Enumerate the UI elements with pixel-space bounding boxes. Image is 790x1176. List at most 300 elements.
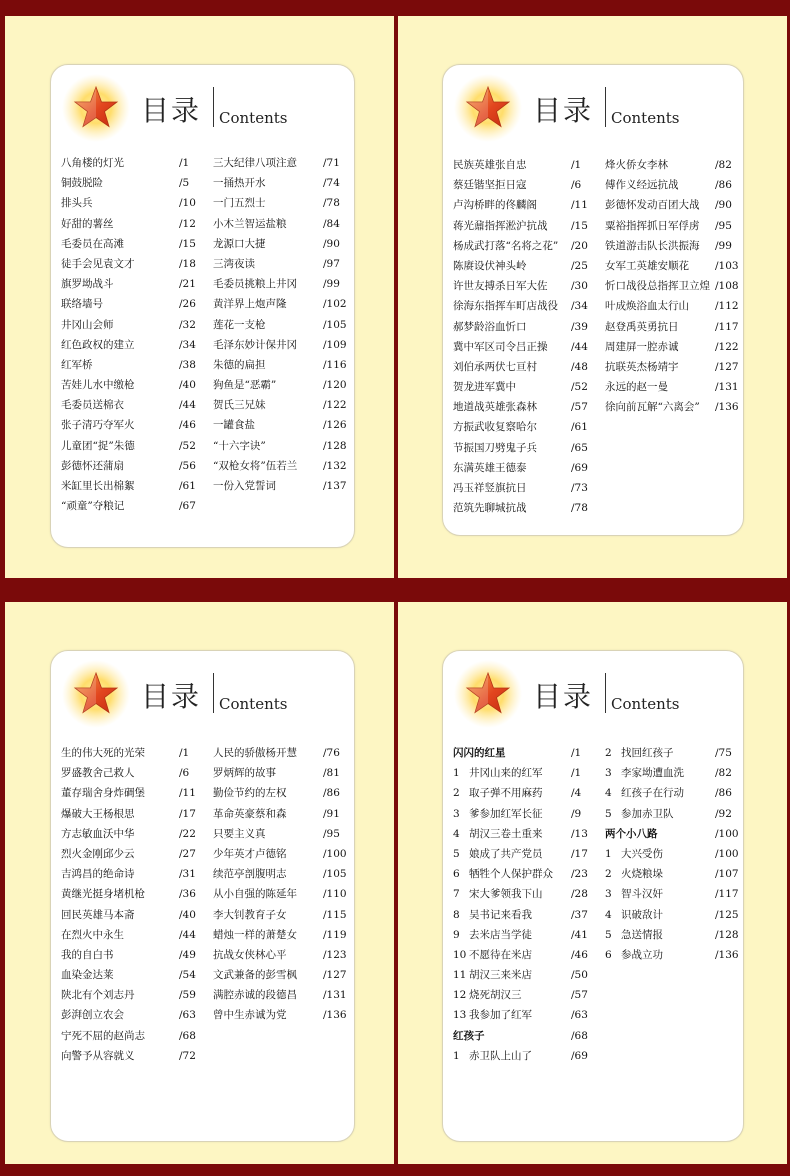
toc-page-number: /71 bbox=[323, 157, 340, 169]
toc-entry-text: 赤卫队上山了 bbox=[469, 1049, 532, 1062]
toc-entry-title: 好甜的薯丝 bbox=[61, 217, 114, 230]
toc-entry[interactable] bbox=[213, 415, 363, 435]
toc-page-number: /112 bbox=[715, 300, 739, 313]
toc-page-number: /18 bbox=[179, 257, 196, 270]
toc-entry[interactable] bbox=[213, 864, 363, 884]
toc-page-number: /132 bbox=[323, 459, 347, 472]
red-star-icon bbox=[61, 659, 131, 729]
toc-page-number: /84 bbox=[323, 217, 340, 230]
toc-entry-title bbox=[605, 844, 663, 864]
toc-page-number: /119 bbox=[323, 928, 347, 941]
toc-page-number: /34 bbox=[179, 338, 196, 351]
toc-entry[interactable] bbox=[61, 335, 211, 355]
toc-page-number: /37 bbox=[571, 908, 588, 921]
toc-entry[interactable] bbox=[605, 864, 755, 884]
toc-entry-title: 文武兼备的彭雪枫 bbox=[213, 969, 297, 982]
toc-column-right bbox=[213, 153, 363, 496]
toc-page-number: /69 bbox=[571, 1049, 588, 1062]
toc-entry[interactable] bbox=[61, 965, 211, 985]
toc-entry-title: 小木兰智运盐粮 bbox=[213, 217, 287, 230]
toc-entry[interactable] bbox=[453, 478, 603, 498]
toc-entry[interactable] bbox=[61, 214, 211, 234]
toc-entry-title: 红色政权的建立 bbox=[61, 338, 135, 351]
toc-entry-title: 八角楼的灯光 bbox=[61, 157, 124, 169]
toc-entry[interactable] bbox=[61, 315, 211, 335]
toc-entry[interactable] bbox=[605, 804, 755, 824]
toc-entry[interactable] bbox=[213, 193, 363, 213]
toc-entry-title: 满腔赤诚的段德昌 bbox=[213, 989, 297, 1002]
toc-entry-title: 龙源口大捷 bbox=[213, 237, 266, 250]
toc-entry[interactable] bbox=[213, 294, 363, 314]
toc-entry[interactable] bbox=[213, 254, 363, 274]
toc-entry-title: 勤俭节约的左权 bbox=[213, 787, 287, 800]
toc-entry[interactable] bbox=[213, 844, 363, 864]
toc-entry-text: 取子弹不用麻药 bbox=[469, 787, 543, 800]
toc-entry-title: “顽童”夺粮记 bbox=[61, 500, 125, 513]
toc-page-number: /46 bbox=[179, 419, 196, 432]
toc-entry-title: 米缸里长出棉絮 bbox=[61, 480, 135, 492]
page-subtitle: Contents bbox=[611, 695, 680, 713]
title-divider bbox=[213, 87, 214, 127]
toc-entry[interactable] bbox=[213, 783, 363, 803]
toc-page-number: /75 bbox=[715, 747, 732, 759]
toc-entry[interactable] bbox=[61, 864, 211, 884]
toc-page-number: /131 bbox=[323, 989, 347, 1002]
toc-entry[interactable] bbox=[61, 153, 211, 173]
toc-column-right bbox=[213, 743, 363, 1026]
toc-entry-text: 胡汉三卷土重来 bbox=[469, 827, 543, 840]
toc-entry-title: 莲花一支枪 bbox=[213, 318, 266, 331]
toc-entry-number: 6 bbox=[453, 868, 460, 881]
toc-entry-title: 冯玉祥竖旗抗日 bbox=[453, 482, 527, 494]
toc-page-number: /128 bbox=[715, 928, 739, 941]
toc-page-number: /76 bbox=[323, 747, 340, 759]
toc-entry[interactable] bbox=[605, 397, 755, 417]
toc-entry[interactable] bbox=[213, 335, 363, 355]
toc-entry-number: 5 bbox=[605, 807, 612, 820]
toc-entry-title bbox=[605, 864, 663, 884]
toc-page-number: /95 bbox=[323, 827, 340, 840]
toc-entry-text: 娘成了共产党员 bbox=[469, 847, 543, 860]
toc-entry[interactable] bbox=[61, 945, 211, 965]
toc-entry[interactable] bbox=[213, 153, 363, 173]
toc-entry-title: 朱德的扁担 bbox=[213, 358, 266, 371]
toc-entry[interactable] bbox=[453, 824, 603, 844]
toc-page-number: /11 bbox=[571, 199, 588, 212]
toc-entry[interactable] bbox=[605, 155, 755, 175]
toc-entry-title bbox=[453, 965, 532, 985]
toc-section-title: 红孩子 bbox=[453, 1029, 485, 1042]
toc-entry[interactable] bbox=[605, 925, 755, 945]
toc-entry-title: 东满英雄王德泰 bbox=[453, 461, 527, 474]
toc-entry[interactable] bbox=[213, 945, 363, 965]
toc-page-number: /91 bbox=[323, 807, 340, 820]
toc-header bbox=[61, 73, 341, 143]
toc-entry-title bbox=[453, 824, 543, 844]
toc-entry[interactable] bbox=[453, 985, 603, 1005]
toc-entry-title: 陈赓设伏神头岭 bbox=[453, 259, 527, 272]
toc-page-number: /81 bbox=[323, 767, 340, 780]
toc-entry-number: 5 bbox=[605, 928, 612, 941]
toc-entry[interactable] bbox=[605, 236, 755, 256]
toc-page-number: /125 bbox=[715, 908, 739, 921]
toc-page-number: /65 bbox=[571, 441, 588, 454]
toc-entry[interactable] bbox=[453, 743, 603, 763]
toc-entry[interactable] bbox=[453, 337, 603, 357]
toc-entry-text: 识破敌计 bbox=[621, 908, 663, 921]
toc-entry-title bbox=[605, 743, 674, 763]
toc-entry-number: 4 bbox=[605, 908, 612, 921]
toc-entry[interactable] bbox=[61, 1026, 211, 1046]
toc-page-number: /17 bbox=[571, 847, 588, 860]
toc-entry-title: 郝梦龄浴血忻口 bbox=[453, 320, 527, 333]
toc-entry[interactable] bbox=[61, 476, 211, 496]
toc-entry[interactable] bbox=[61, 193, 211, 213]
toc-entry-title: 我的自白书 bbox=[61, 948, 114, 961]
toc-entry-text: 井冈山来的红军 bbox=[469, 767, 543, 780]
toc-page-number: /120 bbox=[323, 379, 347, 392]
toc-entry[interactable] bbox=[453, 155, 603, 175]
toc-entry-title: 井冈山会师 bbox=[61, 318, 114, 331]
toc-page-number: /44 bbox=[179, 399, 196, 412]
toc-entry-title bbox=[453, 763, 543, 783]
toc-entry[interactable] bbox=[61, 844, 211, 864]
toc-entry[interactable] bbox=[605, 377, 755, 397]
toc-entry-title: 蜡烛一样的萧楚女 bbox=[213, 928, 297, 941]
toc-entry-title: 铁道游击队长洪振海 bbox=[605, 239, 700, 252]
toc-entry-title: 只要主义真 bbox=[213, 827, 266, 840]
toc-entry[interactable] bbox=[453, 377, 603, 397]
toc-page-number: /56 bbox=[179, 459, 196, 472]
toc-entry-title: 周建屏一腔赤诚 bbox=[605, 340, 679, 353]
toc-entry[interactable] bbox=[61, 173, 211, 193]
toc-entry-title: 傅作义经远抗战 bbox=[605, 179, 679, 192]
toc-page-number: /15 bbox=[571, 219, 588, 232]
toc-entry[interactable] bbox=[61, 763, 211, 783]
toc-entry[interactable] bbox=[605, 256, 755, 276]
toc-entry[interactable] bbox=[453, 498, 603, 518]
toc-entry[interactable] bbox=[605, 884, 755, 904]
toc-entry-title: 范筑先聊城抗战 bbox=[453, 502, 527, 515]
toc-entry[interactable] bbox=[453, 804, 603, 824]
toc-entry[interactable] bbox=[61, 1046, 211, 1066]
toc-entry-title bbox=[453, 905, 532, 925]
toc-entry-title bbox=[605, 884, 663, 904]
toc-entry[interactable] bbox=[61, 274, 211, 294]
toc-entry[interactable] bbox=[61, 254, 211, 274]
toc-entry[interactable] bbox=[213, 315, 363, 335]
toc-entry-text: 大兴受伤 bbox=[621, 847, 663, 860]
toc-page-number: /1 bbox=[571, 159, 582, 171]
toc-page-number: /123 bbox=[323, 948, 347, 961]
toc-entry[interactable] bbox=[61, 743, 211, 763]
toc-entry-title bbox=[453, 925, 532, 945]
toc-entry[interactable] bbox=[61, 436, 211, 456]
toc-entry[interactable] bbox=[453, 256, 603, 276]
toc-page-number: /68 bbox=[571, 1029, 588, 1042]
toc-entry[interactable] bbox=[453, 195, 603, 215]
toc-page-number: /100 bbox=[715, 827, 739, 840]
toc-page-number: /92 bbox=[715, 807, 732, 820]
toc-entry[interactable] bbox=[213, 925, 363, 945]
toc-entry-text: 智斗汉奸 bbox=[621, 888, 663, 901]
toc-entry[interactable] bbox=[453, 844, 603, 864]
page-title: 目录 bbox=[533, 94, 594, 127]
toc-entry-title: 吉鸿昌的绝命诗 bbox=[61, 868, 135, 881]
toc-entry[interactable] bbox=[61, 415, 211, 435]
toc-entry[interactable] bbox=[453, 965, 603, 985]
toc-entry[interactable] bbox=[213, 985, 363, 1005]
toc-entry[interactable] bbox=[453, 925, 603, 945]
toc-entry-title bbox=[453, 1005, 532, 1025]
toc-entry[interactable] bbox=[453, 397, 603, 417]
toc-page-number: /49 bbox=[179, 948, 196, 961]
toc-entry[interactable] bbox=[453, 357, 603, 377]
toc-entry-title: 蒋光鼐指挥淞沪抗战 bbox=[453, 219, 548, 232]
toc-entry[interactable] bbox=[213, 804, 363, 824]
toc-entry[interactable] bbox=[213, 763, 363, 783]
toc-page-number: /9 bbox=[571, 807, 582, 820]
page-title: 目录 bbox=[533, 680, 594, 713]
toc-entry[interactable] bbox=[605, 783, 755, 803]
toc-entry[interactable] bbox=[61, 395, 211, 415]
toc-header bbox=[453, 659, 733, 729]
toc-entry-title: 一门五烈士 bbox=[213, 197, 266, 210]
toc-entry[interactable] bbox=[61, 456, 211, 476]
toc-entry[interactable] bbox=[213, 456, 363, 476]
toc-entry[interactable] bbox=[213, 173, 363, 193]
toc-entry[interactable] bbox=[213, 743, 363, 763]
toc-entry[interactable] bbox=[61, 804, 211, 824]
toc-card bbox=[442, 650, 744, 1142]
toc-entry-text: 烧死胡汉三 bbox=[469, 989, 522, 1002]
toc-page-number: /95 bbox=[715, 219, 732, 232]
toc-page-number: /40 bbox=[179, 379, 196, 392]
toc-page-1 bbox=[5, 16, 394, 578]
toc-entry[interactable] bbox=[213, 476, 363, 496]
toc-entry[interactable] bbox=[61, 1005, 211, 1025]
toc-page-number: /127 bbox=[715, 360, 739, 373]
toc-entry[interactable] bbox=[453, 1046, 603, 1066]
toc-entry-title: 赵登禹英勇抗日 bbox=[605, 320, 679, 333]
toc-header bbox=[61, 659, 341, 729]
toc-entry[interactable] bbox=[605, 743, 755, 763]
toc-entry[interactable] bbox=[605, 216, 755, 236]
toc-entry[interactable] bbox=[61, 824, 211, 844]
toc-entry[interactable] bbox=[453, 1026, 603, 1046]
toc-page-number: /63 bbox=[179, 1009, 196, 1022]
toc-entry-number: 1 bbox=[605, 847, 612, 860]
toc-entry-text: 吴书记来看我 bbox=[469, 908, 532, 921]
toc-entry[interactable] bbox=[61, 905, 211, 925]
toc-entry[interactable] bbox=[213, 884, 363, 904]
toc-entry[interactable] bbox=[453, 905, 603, 925]
toc-page-number: /117 bbox=[715, 320, 739, 333]
toc-entry[interactable] bbox=[453, 783, 603, 803]
toc-entry-number: 1 bbox=[453, 767, 460, 780]
toc-entry[interactable] bbox=[453, 317, 603, 337]
toc-entry-title bbox=[453, 804, 543, 824]
toc-entry-title: 忻口战役总指挥卫立煌 bbox=[605, 280, 710, 293]
toc-entry-title: 方志敏血沃中华 bbox=[61, 827, 135, 840]
toc-entry-title: 陕北有个刘志丹 bbox=[61, 989, 135, 1002]
toc-entry-text: 李家坳遭血洗 bbox=[621, 767, 684, 780]
toc-page-number: /30 bbox=[571, 280, 588, 293]
toc-entry[interactable] bbox=[213, 234, 363, 254]
toc-entry[interactable] bbox=[213, 824, 363, 844]
toc-entry[interactable] bbox=[605, 317, 755, 337]
toc-entry[interactable] bbox=[605, 276, 755, 296]
toc-page-number: /78 bbox=[323, 197, 340, 210]
toc-page-number: /48 bbox=[571, 360, 588, 373]
toc-entry[interactable] bbox=[61, 355, 211, 375]
toc-entry[interactable] bbox=[453, 417, 603, 437]
toc-entry-title: 民族英雄张自忠 bbox=[453, 159, 527, 171]
toc-entry[interactable] bbox=[213, 436, 363, 456]
toc-entry-title: 铜鼓脱险 bbox=[61, 177, 103, 190]
toc-entry-title: 血染金达莱 bbox=[61, 969, 114, 982]
toc-entry[interactable] bbox=[453, 884, 603, 904]
toc-entry[interactable] bbox=[453, 1005, 603, 1025]
toc-page-number: /99 bbox=[715, 239, 732, 252]
toc-page-number: /103 bbox=[715, 259, 739, 272]
toc-entry-title: “十六字诀” bbox=[213, 439, 266, 452]
toc-page-number: /137 bbox=[323, 480, 347, 492]
toc-entry[interactable] bbox=[453, 864, 603, 884]
toc-column-left bbox=[453, 155, 603, 518]
toc-entry-title bbox=[453, 985, 522, 1005]
toc-entry-title bbox=[605, 763, 684, 783]
toc-page-number: /105 bbox=[323, 868, 347, 881]
toc-entry-title: 刘伯承两伏七亘村 bbox=[453, 360, 537, 373]
toc-entry[interactable] bbox=[61, 234, 211, 254]
toc-entry[interactable] bbox=[453, 236, 603, 256]
toc-entry[interactable] bbox=[213, 355, 363, 375]
toc-entry[interactable] bbox=[61, 884, 211, 904]
toc-page-number: /78 bbox=[571, 502, 588, 515]
toc-entry[interactable] bbox=[453, 175, 603, 195]
toc-entry-title: 一罐食盐 bbox=[213, 419, 255, 432]
toc-entry[interactable] bbox=[61, 925, 211, 945]
toc-page-4 bbox=[398, 602, 787, 1164]
toc-entry[interactable] bbox=[453, 438, 603, 458]
toc-entry[interactable] bbox=[61, 985, 211, 1005]
toc-entry[interactable] bbox=[605, 824, 755, 844]
toc-entry-number: 2 bbox=[605, 747, 612, 759]
toc-entry[interactable] bbox=[213, 214, 363, 234]
toc-entry[interactable] bbox=[453, 945, 603, 965]
toc-entry[interactable] bbox=[605, 763, 755, 783]
toc-page-number: /25 bbox=[571, 259, 588, 272]
toc-entry[interactable] bbox=[453, 276, 603, 296]
toc-entry-number: 6 bbox=[605, 948, 612, 961]
toc-entry[interactable] bbox=[453, 216, 603, 236]
toc-entry-number: 4 bbox=[453, 827, 460, 840]
toc-entry-title bbox=[605, 804, 674, 824]
red-star-icon bbox=[453, 73, 523, 143]
toc-entry-title bbox=[605, 783, 684, 803]
toc-entry-title: 徐海东指挥车町店战役 bbox=[453, 300, 558, 313]
toc-entry-title: 排头兵 bbox=[61, 197, 93, 210]
toc-entry[interactable] bbox=[605, 357, 755, 377]
toc-entry-title bbox=[605, 925, 663, 945]
toc-entry-number: 5 bbox=[453, 847, 460, 860]
toc-entry[interactable] bbox=[61, 375, 211, 395]
toc-entry-title: 卢沟桥畔的佟麟阁 bbox=[453, 199, 537, 212]
toc-page-number: /69 bbox=[571, 461, 588, 474]
toc-entry-text: 火烧粮垛 bbox=[621, 868, 663, 881]
toc-entry-title: 宁死不屈的赵尚志 bbox=[61, 1029, 145, 1042]
red-star-icon bbox=[453, 659, 523, 729]
toc-card bbox=[50, 64, 355, 548]
toc-entry[interactable] bbox=[605, 296, 755, 316]
toc-entry[interactable] bbox=[453, 763, 603, 783]
toc-entry-number: 3 bbox=[605, 888, 612, 901]
toc-card bbox=[50, 650, 355, 1142]
toc-page-number: /136 bbox=[715, 948, 739, 961]
toc-page-number: /126 bbox=[323, 419, 347, 432]
toc-section-title: 两个小八路 bbox=[605, 827, 658, 840]
toc-entry-title: 回民英雄马本斋 bbox=[61, 908, 135, 921]
toc-entry-number: 2 bbox=[453, 787, 460, 800]
toc-entry-title: 在烈火中永生 bbox=[61, 928, 124, 941]
toc-entry[interactable] bbox=[213, 375, 363, 395]
toc-page-number: /5 bbox=[179, 177, 190, 190]
toc-page-number: /50 bbox=[571, 969, 588, 982]
toc-page-number: /100 bbox=[715, 847, 739, 860]
toc-page-number: /6 bbox=[179, 767, 190, 780]
toc-entry[interactable] bbox=[605, 905, 755, 925]
toc-column-right bbox=[605, 155, 755, 417]
toc-entry[interactable] bbox=[605, 945, 755, 965]
toc-page-number: /122 bbox=[715, 340, 739, 353]
toc-entry[interactable] bbox=[605, 195, 755, 215]
toc-entry-title: 一捅热开水 bbox=[213, 177, 266, 190]
toc-entry-text: 红孩子在行动 bbox=[621, 787, 684, 800]
toc-entry[interactable] bbox=[61, 294, 211, 314]
toc-entry[interactable] bbox=[213, 1005, 363, 1025]
page-subtitle: Contents bbox=[219, 109, 288, 127]
toc-entry-text: 我参加了红军 bbox=[469, 1009, 532, 1022]
toc-entry[interactable] bbox=[605, 337, 755, 357]
toc-entry-title: 罗炳辉的故事 bbox=[213, 767, 276, 780]
toc-entry[interactable] bbox=[605, 175, 755, 195]
toc-page-number: /61 bbox=[179, 480, 196, 492]
toc-page-number: /73 bbox=[571, 482, 588, 494]
toc-page-number: /86 bbox=[715, 787, 732, 800]
toc-entry-title: 人民的骄傲杨开慧 bbox=[213, 747, 297, 759]
toc-entry[interactable] bbox=[61, 783, 211, 803]
toc-entry-title: 抗联英杰杨靖宇 bbox=[605, 360, 679, 373]
toc-entry[interactable] bbox=[453, 296, 603, 316]
toc-page-number: /13 bbox=[571, 827, 588, 840]
toc-entry[interactable] bbox=[213, 965, 363, 985]
toc-entry[interactable] bbox=[61, 496, 211, 516]
toc-entry-title: 许世友搏杀日军大佐 bbox=[453, 280, 548, 293]
toc-page-number: /40 bbox=[179, 908, 196, 921]
toc-page-number: /100 bbox=[323, 847, 347, 860]
toc-page-number: /11 bbox=[179, 787, 196, 800]
toc-entry[interactable] bbox=[213, 905, 363, 925]
toc-entry[interactable] bbox=[213, 274, 363, 294]
toc-page-number: /52 bbox=[179, 439, 196, 452]
toc-entry[interactable] bbox=[605, 844, 755, 864]
toc-entry[interactable] bbox=[453, 458, 603, 478]
toc-entry[interactable] bbox=[213, 395, 363, 415]
toc-page-number: /61 bbox=[571, 421, 588, 434]
toc-page-number: /38 bbox=[179, 358, 196, 371]
toc-entry-title bbox=[453, 884, 543, 904]
